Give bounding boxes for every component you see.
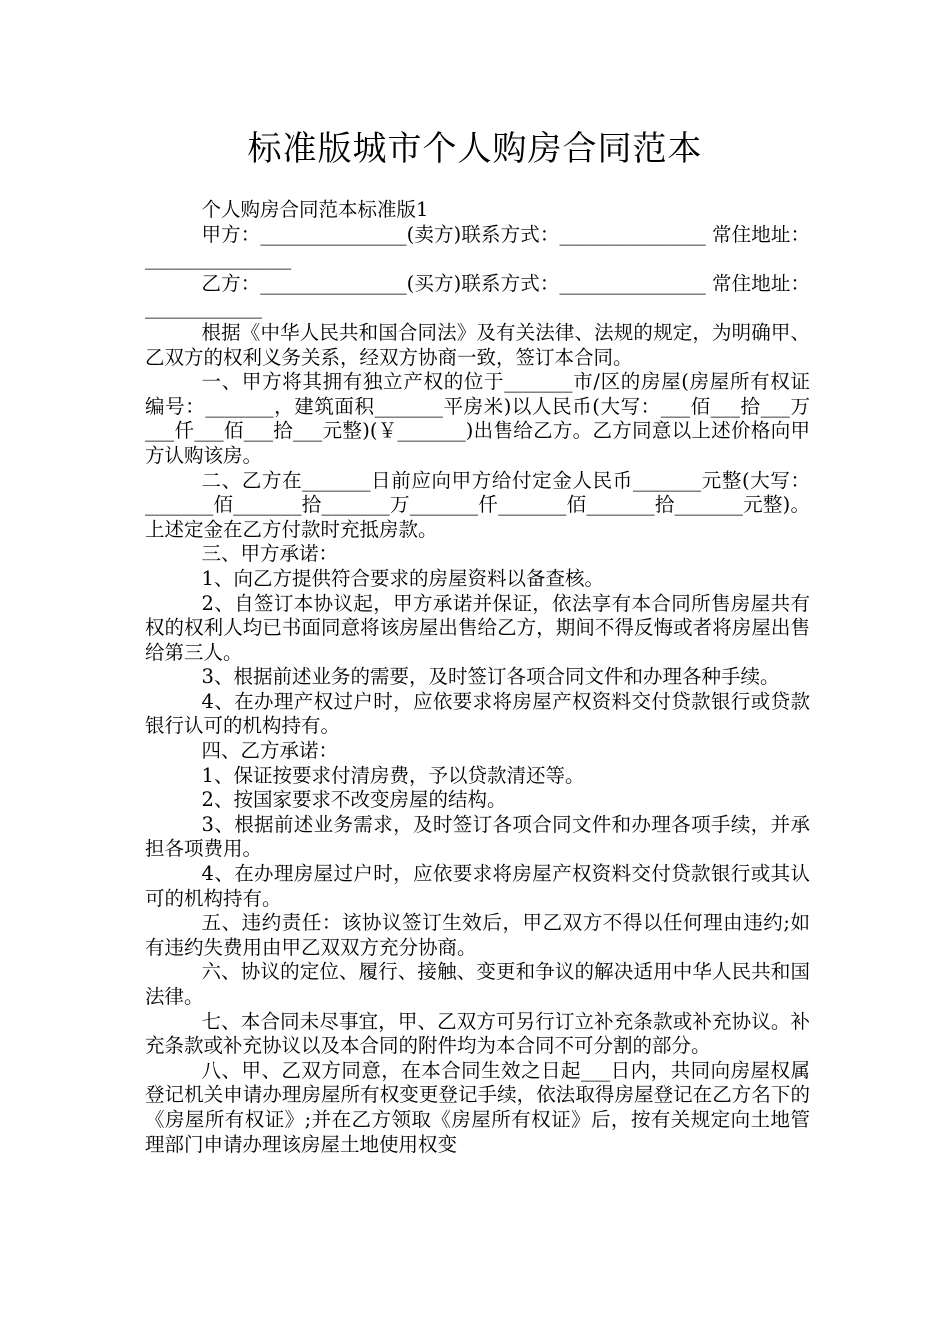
document-body — [145, 198, 810, 1157]
clause-6: 六、协议的定位、履行、接触、变更和争议的解决适用中华人民共和国法律。 — [145, 960, 810, 1008]
clause-3-item-4: 4、在办理产权过户时，应依要求将房屋产权资料交付贷款银行或贷款银行认可的机构持有。 — [145, 689, 810, 738]
subtitle-line: 个人购房合同范本标准版1 — [201, 198, 429, 221]
preamble-paragraph: 根据《中华人民共和国合同法》及有关法律、法规的规定，为明确甲、乙双方的权利义务关系，经双方协商一致，签订本合同。 — [145, 320, 810, 369]
clause-3-item-1: 1、向乙方提供符合要求的房屋资料以备查核。 — [201, 566, 604, 590]
clause-7: 七、本合同未尽事宜，甲、乙双方可另行订立补充条款或补充协议。补充条款或补充协议以及本合同的附件均为本合同不可分割的部分。 — [145, 1009, 810, 1058]
clause-4-item-4: 4、在办理房屋过户时，应依要求将房屋产权资料交付贷款银行或其认可的机构持有。 — [145, 862, 810, 910]
clause-3-item-2: 2、自签订本协议起，甲方承诺并保证，依法享有本合同所售房屋共有权的权利人均已书面同意将该房屋出售给乙方，期间不得反悔或者将房屋出售给第三人。 — [145, 591, 810, 664]
clause-5: 五、违约责任：该协议签订生效后，甲乙双方不得以任何理由违约;如有违约失费用由甲乙双双方充分协商。 — [145, 911, 810, 959]
clause-8: 八、甲、乙双方同意，在本合同生效之日起___日内，共同向房屋权属登记机关申请办理房屋所有权变更登记手续，依法取得房屋登记在乙方名下的《房屋所有权证》;并在乙方领取《房屋所有权证》后，按有关规定向土地管理部门申请办理该房屋土地使用权变 — [145, 1058, 810, 1156]
clause-2: 二、乙方在_______日前应向甲方给付定金人民币_______元整(大写：_______佰_______拾_______万_______仟_______佰_______拾_______元整)。上述定金在乙方付款时充抵房款。 — [145, 468, 810, 541]
document-title: 标准版城市个人购房合同范本 — [247, 129, 703, 169]
party-b-line: 乙方：_______________(买方)联系方式：_______________ 常住地址：____________ — [145, 271, 810, 320]
clause-1: 一、甲方将其拥有独立产权的位于_______市/区的房屋(房屋所有权证编号：_______，建筑面积_______平房米)以人民币(大写：___佰___拾___万___仟___佰___拾___元整)(￥_______)出售给乙方。乙方同意以上述价格向甲方认购该房。 — [145, 370, 810, 467]
clause-4-item-3: 3、根据前述业务需求，及时签订各项合同文件和办理各项手续，并承担各项费用。 — [145, 812, 810, 861]
clause-3-item-3: 3、根据前述业务的需要，及时签订各项合同文件和办理各种手续。 — [201, 665, 780, 689]
clause-4-item-2: 2、按国家要求不改变房屋的结构。 — [201, 788, 507, 812]
clause-4-item-1: 1、保证按要求付清房费，予以贷款清还等。 — [201, 763, 585, 787]
clause-3-heading: 三、甲方承诺： — [201, 542, 339, 566]
party-a-line: 甲方：_______________(卖方)联系方式：_______________ 常住地址：_______________ — [145, 222, 810, 271]
clause-4-heading: 四、乙方承诺： — [201, 739, 339, 763]
